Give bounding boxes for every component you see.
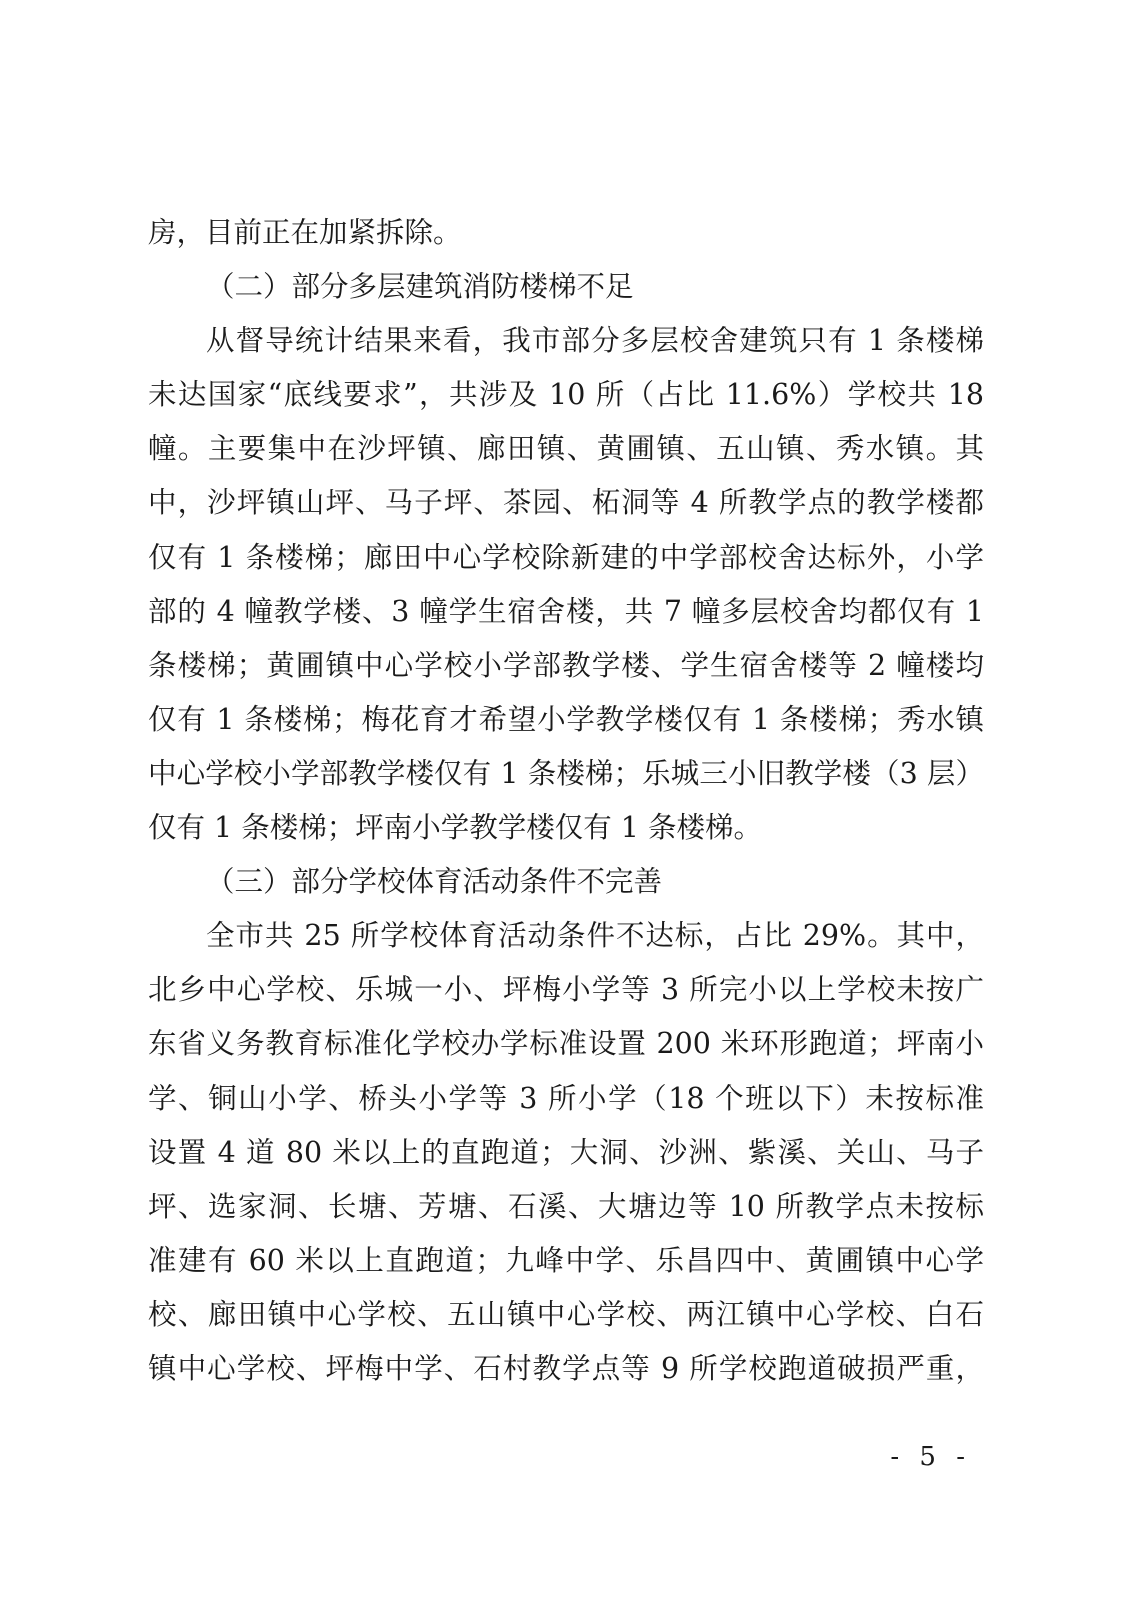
text-line: 中，沙坪镇山坪、马子坪、茶园、柘洞等 4 所教学点的教学楼都 bbox=[148, 486, 984, 520]
text-line: 镇中心学校、坪梅中学、石村教学点等 9 所学校跑道破损严重， bbox=[148, 1351, 984, 1385]
text-line: 部的 4 幢教学楼、3 幢学生宿舍楼，共 7 幢多层校舍均都仅有 1 bbox=[148, 594, 984, 628]
text-line: 未达国家“底线要求”，共涉及 10 所（占比 11.6%）学校共 18 bbox=[148, 378, 984, 412]
text-line: 设置 4 道 80 米以上的直跑道；大洞、沙洲、紫溪、关山、马子 bbox=[148, 1135, 984, 1169]
text-line: 从督导统计结果来看，我市部分多层校舍建筑只有 1 条楼梯 bbox=[206, 324, 984, 358]
section-heading: （二）部分多层建筑消防楼梯不足 bbox=[206, 270, 634, 304]
body-text bbox=[148, 206, 984, 1396]
text-line: 幢。主要集中在沙坪镇、廊田镇、黄圃镇、五山镇、秀水镇。其 bbox=[148, 432, 984, 466]
page-number: - 5 - bbox=[890, 1442, 971, 1472]
text-line: 学、铜山小学、桥头小学等 3 所小学（18 个班以下）未按标准 bbox=[148, 1081, 984, 1115]
text-line: 中心学校小学部教学楼仅有 1 条楼梯；乐城三小旧教学楼（3 层） bbox=[148, 756, 984, 790]
text-line: 房，目前正在加紧拆除。 bbox=[148, 216, 462, 249]
text-line: 东省义务教育标准化学校办学标准设置 200 米环形跑道；坪南小 bbox=[148, 1027, 984, 1061]
text-line: 坪、选家洞、长塘、芳塘、石溪、大塘边等 10 所教学点未按标 bbox=[148, 1189, 984, 1223]
text-line: 仅有 1 条楼梯；坪南小学教学楼仅有 1 条楼梯。 bbox=[148, 811, 763, 845]
text-line: 准建有 60 米以上直跑道；九峰中学、乐昌四中、黄圃镇中心学 bbox=[148, 1243, 984, 1277]
text-line: 校、廊田镇中心学校、五山镇中心学校、两江镇中心学校、白石 bbox=[148, 1297, 984, 1331]
text-line: 仅有 1 条楼梯；梅花育才希望小学教学楼仅有 1 条楼梯；秀水镇 bbox=[148, 702, 984, 736]
text-line: 全市共 25 所学校体育活动条件不达标，占比 29%。其中， bbox=[206, 919, 984, 953]
section-heading: （三）部分学校体育活动条件不完善 bbox=[206, 865, 663, 899]
text-line: 条楼梯；黄圃镇中心学校小学部教学楼、学生宿舍楼等 2 幢楼均 bbox=[148, 648, 984, 682]
text-line: 仅有 1 条楼梯；廊田中心学校除新建的中学部校舍达标外，小学 bbox=[148, 540, 984, 574]
text-line: 北乡中心学校、乐城一小、坪梅小学等 3 所完小以上学校未按广 bbox=[148, 973, 984, 1007]
